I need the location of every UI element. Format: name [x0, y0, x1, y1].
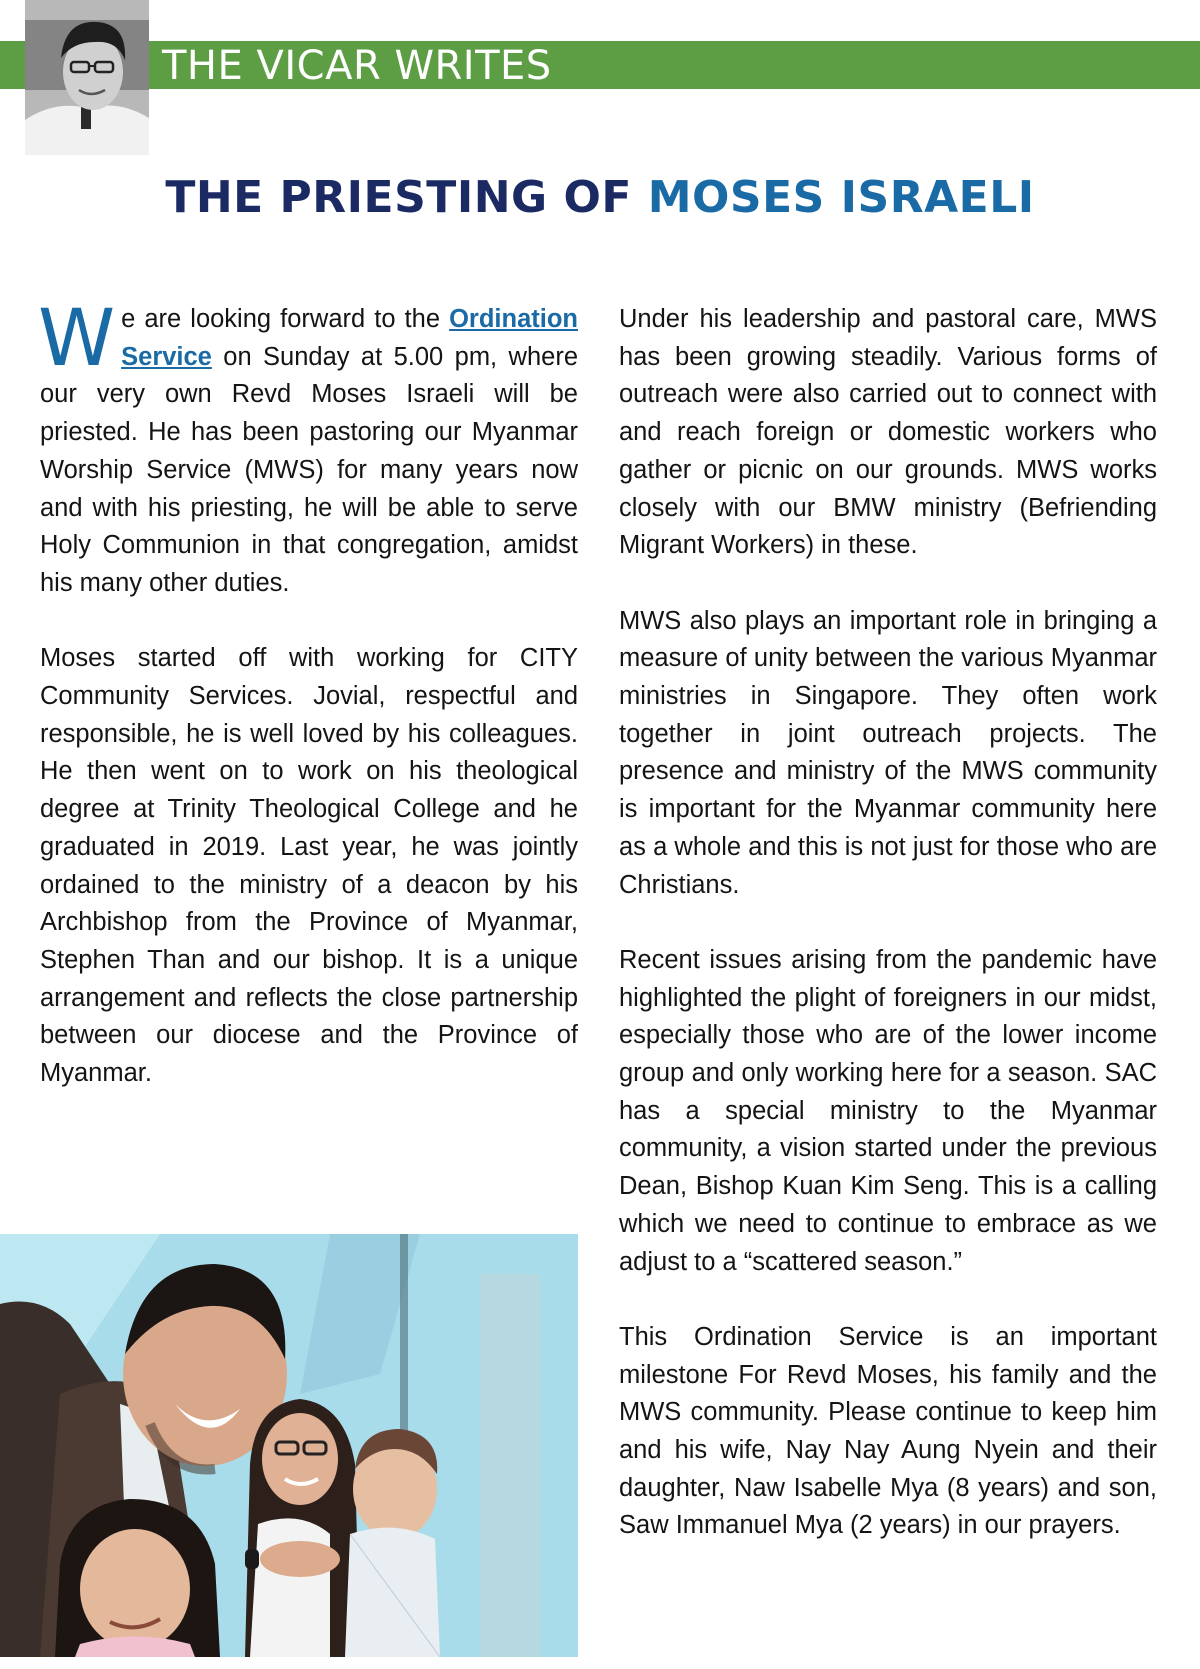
section-title: THE VICAR WRITES — [162, 43, 552, 89]
paragraph-leadership: Under his leadership and pastoral care, MWS has been growing steadily. Various forms of outreach were also carried out to connect with and reach foreign or domestic workers who gather or picnic on our grounds. MWS works closely with our BMW ministry (Befriending Migrant Workers) in these. — [619, 305, 1157, 560]
family-photo — [0, 1234, 578, 1657]
headline-part2-name: MOSES ISRAELI — [647, 172, 1035, 223]
ordination-service-link[interactable]: Ordination Service — [121, 305, 578, 371]
paragraph-prayer-request: This Ordination Service is an important milestone For Revd Moses, his family and the MWS community. Please continue to keep him and his wife, Nay Nay Aung Nyein and their daughter, Naw Isabelle Mya (8 years) and son, Saw Immanuel Mya (2 years) in our prayers. — [619, 1322, 1157, 1540]
paragraph-pandemic: Recent issues arising from the pandemic have highlighted the plight of foreigners in our midst, especially those who are of the lower income group and only working here for a season. SAC has a special ministry to the Myanmar community, a vision started under the previous Dean, Bishop Kuan Kim Seng. This is a calling which we need to continue to embrace as we adjust to a “scattered season.” — [619, 945, 1157, 1276]
paragraph-background: Moses started off with working for CITY Community Services. Jovial, respectful and responsible, he is well loved by his colleagues. He then went on to work on his theological degree at Trinity Theological College and he graduated in 2019. Last year, he was jointly ordained to the ministry of a deacon by his Archbishop from the Province of Myanmar, Stephen Than and our bishop. It is a unique arrangement and reflects the close partnership between our diocese and the Province of Myanmar. — [40, 644, 578, 1088]
headline-part1: THE PRIESTING OF — [165, 172, 648, 223]
article-column-right — [619, 301, 1157, 1583]
article-headline — [0, 172, 1200, 223]
intro-text-rest: on Sunday at 5.00 pm, where our very own Revd Moses Israeli will be priested. He has been pastoring our Myanmar Worship Service (MWS) for many years now and with his priesting, he will be able to serve Holy Communion in that congregation, amidst his many other duties. — [40, 342, 578, 597]
intro-text-start: e are looking forward to the — [121, 305, 450, 333]
family-photo-illustration — [0, 1234, 578, 1657]
paragraph-intro — [38, 294, 578, 603]
vicar-portrait — [25, 0, 149, 155]
portrait-illustration — [25, 0, 149, 155]
article-column-left — [38, 294, 578, 1130]
paragraph-unity: MWS also plays an important role in bringing a measure of unity between the various Myanmar ministries in Singapore. They often work together in joint outreach projects. The presence and ministry of the MWS community is important for the Myanmar community here as a whole and this is not just for those who are Christians. — [619, 606, 1157, 899]
drop-cap: W — [38, 294, 116, 384]
